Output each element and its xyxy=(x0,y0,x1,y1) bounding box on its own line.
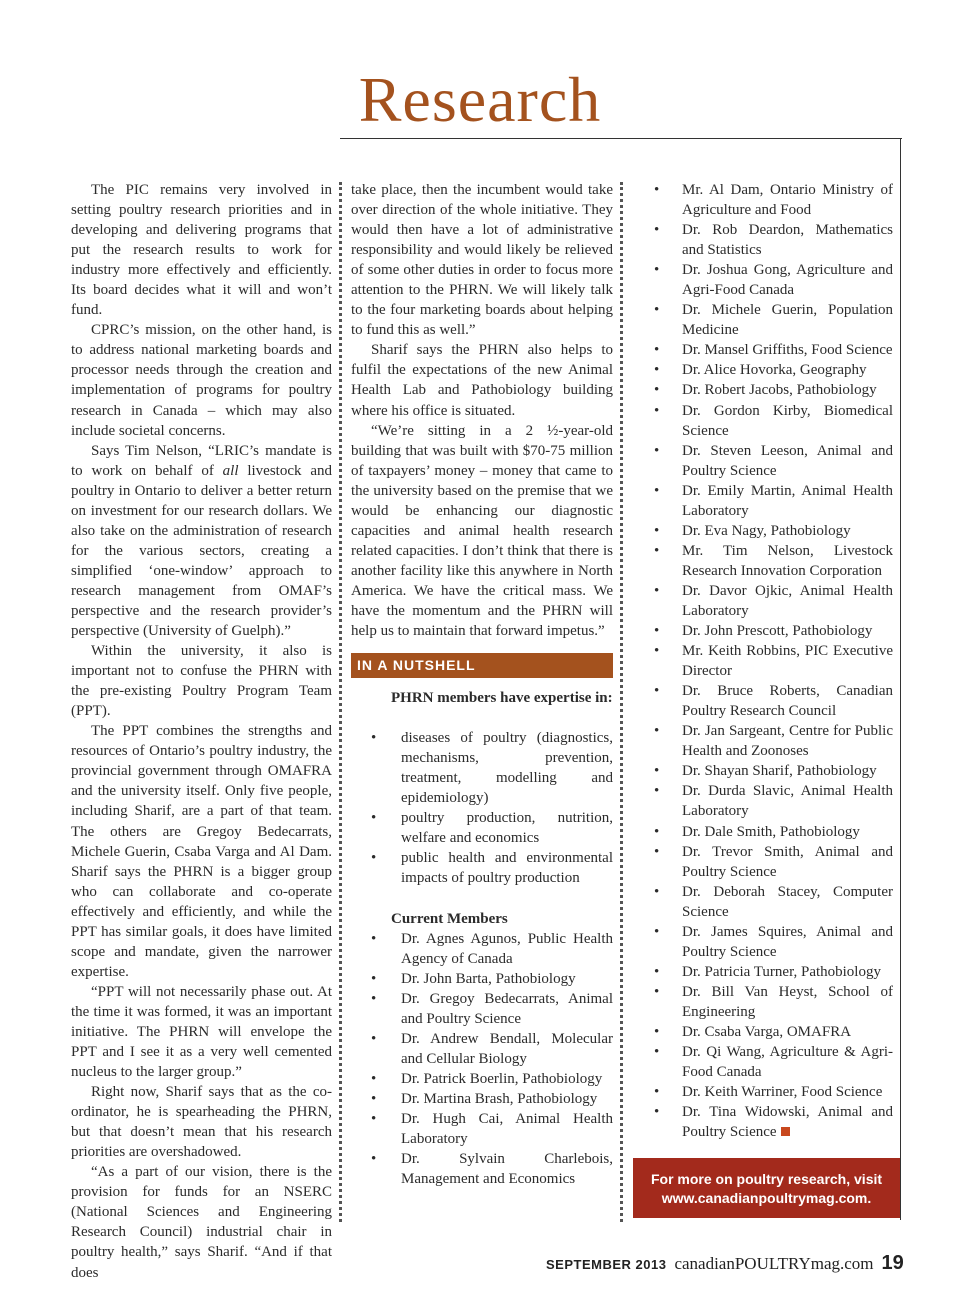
paragraph: “We’re sitting in a 2 ½-year-old building that was built with $70-75 million of taxpayers’ money – money that came to the university based on the premise that we would be enhancing our diagnostic capacities and animal health research related capacities. I don’t think that there is another facility like this anywhere in North America. We have the critical mass. We have the momentum and the PHRN will help us to maintain that forward impetus.” xyxy=(351,422,613,640)
members-title: Current Members xyxy=(391,910,508,927)
list-item: • Dr. John Prescott, Pathobiology xyxy=(652,621,893,641)
column-divider-2 xyxy=(620,182,623,1222)
paragraph: take place, then the incumbent would take over direction of the whole initiative. They would then have a lot of administrative responsibility and would likely be relieved of some other duties in order to focus more attention to the PHRN. We will likely talk to the four marketing boards about helping to fund this as well.” xyxy=(351,182,613,339)
list-item: • Dr. Alice Hovorka, Geography xyxy=(652,360,893,380)
list-item: • Dr. Durda Slavic, Animal Health Laboratory xyxy=(652,781,893,821)
list-item: • Dr. Joshua Gong, Agriculture and Agri-Food Canada xyxy=(652,260,893,300)
list-item: • Dr. Deborah Stacey, Computer Science xyxy=(652,882,893,922)
list-item: • Dr. Steven Leeson, Animal and Poultry Science xyxy=(652,441,893,481)
quote-text: “LRIC’s mandate is to work on behalf of all livestock and poultry in Ontario to deliver a better return on investment for our research dollars. We also take on the administration of research for the various sectors, creating a simplified ‘one-window’ approach to research management from OMAF’s perspective and the research provider’s perspective (University of Guelph).” xyxy=(71,442,332,640)
paragraph: The PIC remains very involved in setting poultry research priorities and in developing and delivering programs that put the research results to work for industry more effectively and efficiently. Its board decides what it will and won’t fund. xyxy=(71,182,332,319)
expertise-list xyxy=(351,728,613,888)
emphasis: all xyxy=(222,462,239,479)
expertise-title: PHRN members have expertise in: xyxy=(391,690,613,707)
list-item: • Dr. James Squires, Animal and Poultry Science xyxy=(652,922,893,962)
list-item: • Dr. Csaba Varga, OMAFRA xyxy=(652,1022,893,1042)
list-item: • Dr. John Barta, Pathobiology xyxy=(351,969,613,989)
list-item: • Mr. Al Dam, Ontario Ministry of Agriculture and Food xyxy=(652,180,893,220)
article-column-1 xyxy=(71,180,332,1283)
list-item: • Mr. Tim Nelson, Livestock Research Innovation Corporation xyxy=(652,541,893,581)
paragraph: The PPT combines the strengths and resources of Ontario’s poultry industry, the provincial government through OMAFRA and the university itself. Only five people, including Sharif, are a part of that team. The others are Gregoy Bedecarrats, Michele Guerin, Csaba Varga and Al Dam. Sharif says the PHRN is a bigger group who can collaborate and co-operate effectively and efficiently, and while the PPT has similar goals, it does have limited scope and mandate, given the narrower expertise. xyxy=(71,723,332,980)
page-footer xyxy=(546,1252,904,1275)
list-item: • Dr. Andrew Bendall, Molecular and Cellular Biology xyxy=(351,1029,613,1069)
promo-text: For more on poultry research, visit xyxy=(650,1171,883,1187)
list-item: • public health and environmental impacts of poultry production xyxy=(351,848,613,888)
list-item: • Dr. Patrick Boerlin, Pathobiology xyxy=(351,1069,613,1089)
issue-date: SEPTEMBER 2013 xyxy=(546,1257,667,1272)
members-list-continued xyxy=(652,180,893,1142)
list-item: • Dr. Sylvain Charlebois, Management and Economics xyxy=(351,1149,613,1189)
list-item: • Dr. Hugh Cai, Animal Health Laboratory xyxy=(351,1109,613,1149)
nutshell-heading: IN A NUTSHELL xyxy=(351,653,613,678)
list-item: • Mr. Keith Robbins, PIC Executive Director xyxy=(652,641,893,681)
list-item: • Dr. Michele Guerin, Population Medicine xyxy=(652,300,893,340)
paragraph: CPRC’s mission, on the other hand, is to address national marketing boards and processor needs through the creation and implementation of programs for poultry research in Canada – which may also include societal concerns. xyxy=(71,322,332,439)
list-item: • Dr. Gregoy Bedecarrats, Animal and Poultry Science xyxy=(351,989,613,1029)
list-item: • Dr. Dale Smith, Pathobiology xyxy=(652,822,893,842)
paragraph: Within the university, it also is important not to confuse the PHRN with the pre-existing Poultry Program Team (PPT). xyxy=(71,643,332,720)
paragraph: “PPT will not necessarily phase out. At the time it was formed, it was an important initiative. The PHRN will envelope the PPT and I see it as a very well cemented nucleus to the larger group.” xyxy=(71,983,332,1081)
paragraph: “As a part of our vision, there is the provision for funds for an NSERC (National Sciences and Engineering Research Council) industrial chair in poultry health,” says Sharif. “And if that does xyxy=(71,1164,332,1281)
list-item: • Dr. Qi Wang, Agriculture & Agri-Food Canada xyxy=(652,1042,893,1082)
list-item: • Dr. Keith Warriner, Food Science xyxy=(652,1082,893,1102)
quote-lead: Says Tim Nelson, xyxy=(91,442,209,459)
members-list xyxy=(351,929,613,1190)
list-item: • poultry production, nutrition, welfare and economics xyxy=(351,808,613,848)
column-divider-1 xyxy=(339,182,342,1222)
list-item: • Dr. Eva Nagy, Pathobiology xyxy=(652,521,893,541)
page-number: 19 xyxy=(881,1252,904,1274)
sidebar-rule xyxy=(900,138,901,1220)
paragraph: Sharif says the PHRN also helps to fulfil the expectations of the new Animal Health Lab and Pathobiology building where his office is situated. xyxy=(351,342,613,419)
list-item: • Dr. Patricia Turner, Pathobiology xyxy=(652,962,893,982)
list-item: • Dr. Martina Brash, Pathobiology xyxy=(351,1089,613,1109)
list-item: • Dr. Gordon Kirby, Biomedical Science xyxy=(652,401,893,441)
list-item: • Dr. Emily Martin, Animal Health Laboratory xyxy=(652,481,893,521)
list-item: • diseases of poultry (diagnostics, mechanisms, prevention, treatment, modelling and epidemiology) xyxy=(351,728,613,808)
header-rule xyxy=(340,138,902,139)
article-column-2 xyxy=(351,180,613,1189)
list-item: • Dr. Tina Widowski, Animal and Poultry Science xyxy=(652,1102,893,1142)
list-item: • Dr. Agnes Agunos, Public Health Agency of Canada xyxy=(351,929,613,969)
list-item: • Dr. Rob Deardon, Mathematics and Statistics xyxy=(652,220,893,260)
list-item: • Dr. Shayan Sharif, Pathobiology xyxy=(652,761,893,781)
list-item: • Dr. Davor Ojkic, Animal Health Laboratory xyxy=(652,581,893,621)
list-item: • Dr. Mansel Griffiths, Food Science xyxy=(652,340,893,360)
list-item: • Dr. Bill Van Heyst, School of Engineering xyxy=(652,982,893,1022)
end-mark-icon xyxy=(781,1127,790,1136)
list-item: • Dr. Trevor Smith, Animal and Poultry Science xyxy=(652,842,893,882)
promo-link[interactable]: www.canadianpoultrymag.com. xyxy=(661,1190,872,1206)
list-item: • Dr. Robert Jacobs, Pathobiology xyxy=(652,380,893,400)
paragraph: Right now, Sharif says that as the co-ordinator, he is spearheading the PHRN, but that doesn’t mean that his research priorities are overshadowed. xyxy=(71,1084,332,1161)
promo-box[interactable] xyxy=(633,1158,900,1218)
list-item: • Dr. Bruce Roberts, Canadian Poultry Research Council xyxy=(652,681,893,721)
members-column xyxy=(652,180,893,1142)
footer-site: canadianPOULTRYmag.com xyxy=(674,1254,874,1273)
paragraph-quote xyxy=(71,441,332,641)
page-title: Research xyxy=(358,64,602,135)
list-item: • Dr. Jan Sargeant, Centre for Public Health and Zoonoses xyxy=(652,721,893,761)
